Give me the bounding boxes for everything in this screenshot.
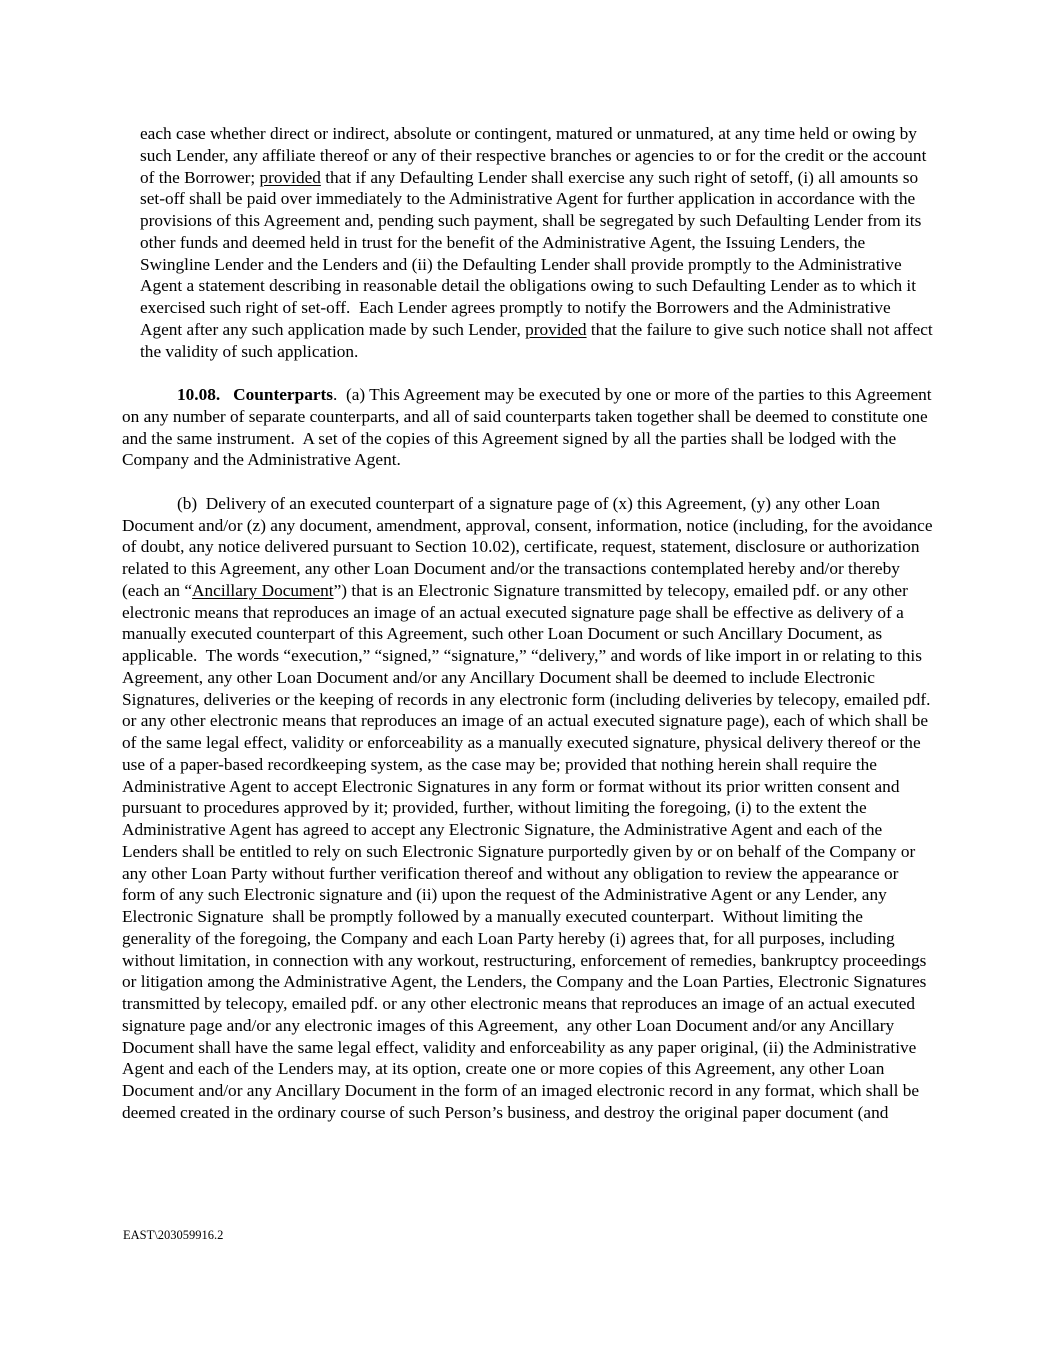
paragraph (140, 123, 938, 362)
underlined-text: provided (525, 319, 587, 339)
text-segment: that if any Defaulting Lender shall exercise any such right of setoff, (i) all amounts so set-off shall be paid over immediately to the Administrative Agent for further application in accordance with the provisions of this Agreement and, pending such payment, shall be segregated by such Defaulting Lender from its other funds and deemed held in trust for the benefit of the Administrative Agent, the Issuing Lenders, the Swingline Lender and the Lenders and (ii) the Defaulting Lender shall provide promptly to the Administrative Agent a statement describing in reasonable detail the obligations owing to such Defaulting Lender as to which it exercised such right of set-off. Each Lender agrees promptly to notify the Borrowers and the Administrative Agent after any such application made by such Lender, (140, 167, 926, 339)
text-segment: that the failure to give such notice shall not affect the validity of such application. (140, 319, 938, 361)
paragraph (122, 384, 934, 471)
underlined-text: Ancillary Document (192, 580, 334, 600)
text-segment: each case whether direct or indirect, absolute or contingent, matured or unmatured, at any time held or owing by such Lender, any affiliate thereof or any of their respective branches or agencies to or for the credit or the account of the Borrower; (140, 124, 931, 187)
document-footer-reference: EAST\203059916.2 (123, 1228, 224, 1242)
document-body (122, 123, 938, 1145)
text-segment: . (a) This Agreement may be executed by one or more of the parties to this Agreement on any number of separate counterparts, and all of said counterparts taken together shall be deemed to constitute one and the same instrument. A set of the copies of this Agreement signed by all the parties shall be lodged with the Company and the Administrative Agent. (122, 385, 936, 470)
text-segment: ”) that is an Electronic Signature transmitted by telecopy, emailed pdf. or any other electronic means that reproduces an image of an actual executed signature page shall be effective as delivery of a manually executed counterpart of this Agreement, such other Loan Document or such Ancillary Document, as applicable. The words “execution,” “signed,” “signature,” “delivery,” and words of like import in or relating to this Agreement, any other Loan Document and/or any Ancillary Document shall be deemed to include Electronic Signatures, deliveries or the keeping of records in any electronic form (including deliveries by telecopy, emailed pdf. or any other electronic means that reproduces an image of an actual executed signature page), each of which shall be of the same legal effect, validity or enforceability as a manually executed signature, physical delivery thereof or the use of a paper-based recordkeeping system, as the case may be; provided that nothing herein shall require the Administrative Agent to accept Electronic Signatures in any form or format without its prior written consent and pursuant to procedures approved by it; provided, further, without limiting the foregoing, (i) to the extent the Administrative Agent has agreed to accept any Electronic Signature, the Administrative Agent and each of the Lenders shall be entitled to rely on such Electronic Signature purportedly given by or on behalf of the Company or any other Loan Party without further verification thereof and without any obligation to review the appearance or form of any such Electronic signature and (ii) upon the request of the Administrative Agent or any Lender, any Electronic Signature shall be promptly followed by a manually executed counterpart. Without limiting the generality of the foregoing, the Company and each Loan Party hereby (i) agrees that, for all purposes, including without limitation, in connection with any workout, restructuring, enforcement of remedies, bankruptcy proceedings or litigation among the Administrative Agent, the Lenders, the Company and the Loan Parties, Electronic Signatures transmitted by telecopy, emailed pdf. or any other electronic means that reproduces an image of an actual executed signature page and/or any electronic images of this Agreement, any other Loan Document and/or any Ancillary Document shall have the same legal effect, validity and enforceability as any paper original, (ii) the Administrative Agent and each of the Lenders may, at its option, create one or more copies of this Agreement, any other Loan Document and/or any Ancillary Document in the form of an imaged electronic record in any format, which shall be deemed created in the ordinary course of such Person’s business, and destroy the original paper document (and (122, 580, 935, 1122)
underlined-text: provided (259, 167, 321, 187)
bold-text: 10.08. Counterparts (177, 385, 334, 404)
paragraph (122, 493, 937, 1124)
text-segment: (b) Delivery of an executed counterpart of a signature page of (x) this Agreement, (y) any other Loan Document and/or (z) any document, amendment, approval, consent, information, notice (including, for the avoidance of doubt, any notice delivered pursuant to Section 10.02), certificate, request, statement, disclosure or authorization related to this Agreement, any other Loan Document and/or the transactions contemplated hereby and/or thereby (each an “ (122, 493, 937, 600)
